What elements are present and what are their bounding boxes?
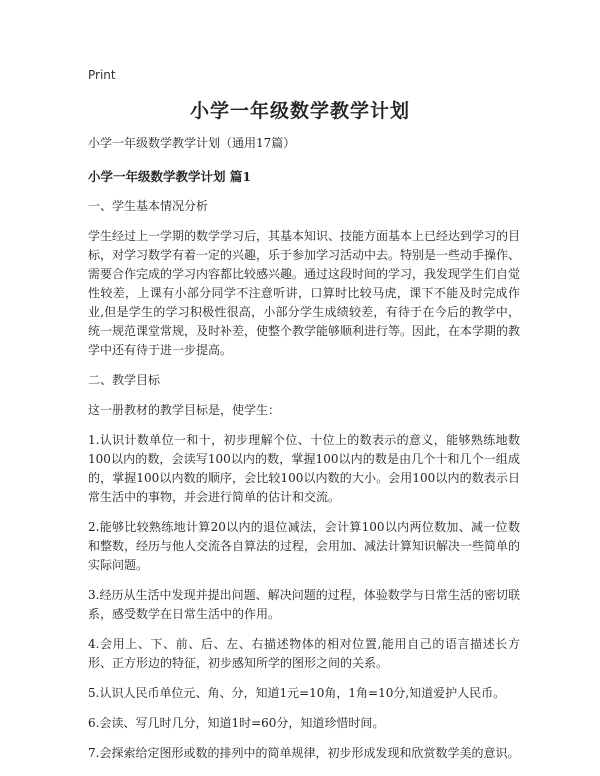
goal-item: 3.经历从生活中发现并提出问题、解决问题的过程，体验数学与日常生活的密切联系，感受数学在日常生活中的作用。 bbox=[88, 588, 520, 621]
document-subtitle: 小学一年级数学教学计划（通用17篇） bbox=[88, 136, 296, 150]
goal-item: 2.能够比较熟练地计算20以内的退位减法，会计算100以内两位数加、减一位数和整数，经历与他人交流各自算法的过程，会用加、减法计算知识解决一些简单的实际问题。 bbox=[88, 520, 521, 572]
section-heading-student-analysis: 一、学生基本情况分析 bbox=[88, 199, 209, 213]
goal-item: 1.认识计数单位一和十，初步理解个位、十位上的数表示的意义，能够熟练地数100以内的数，会读写100以内的数，掌握100以内的数是由几个十和几个一组成的，掌握100以内数的顺序，会比较100以内数的大小。会用100以内的数表示日常生活中的事物，并会进行简单的估计和交流。 bbox=[88, 433, 520, 504]
student-analysis-paragraph: 学生经过上一学期的数学学习后，其基本知识、技能方面基本上已经达到学习的目标，对学习数学有着一定的兴趣，乐于参加学习活动中去。特别是一些动手操作、需要合作完成的学习内容都比较感兴趣。通过这段时间的学习，我发现学生们自觉性较差，上课有小部分同学不注意听讲，口算时比较马虎，课下不能及时完成作业,但是学生的学习积极性很高，小部分学生成绩较差，有待于在今后的教学中，统一规范课堂常规，及时补差，使整个教学能够顺利进行等。因此，在本学期的教学中还有待于进一步提高。 bbox=[88, 229, 521, 357]
goal-item: 7.会探索给定图形或数的排列中的简单规律，初步形成发现和欣赏数学美的意识。 bbox=[88, 746, 520, 760]
goal-item: 4.会用上、下、前、后、左、右描述物体的相对位置,能用自己的语言描述长方形、正方形边的特征，初步感知所学的图形之间的关系。 bbox=[88, 637, 520, 670]
print-link[interactable]: Print bbox=[88, 68, 116, 82]
page-title: 小学一年级数学教学计划 bbox=[189, 100, 410, 122]
chapter-title: 小学一年级数学教学计划 篇1 bbox=[88, 169, 252, 184]
document-body bbox=[88, 134, 520, 774]
goal-item: 6.会读、写几时几分，知道1时=60分，知道珍惜时间。 bbox=[88, 716, 385, 730]
section-heading-teaching-goals: 二、教学目标 bbox=[88, 373, 161, 387]
teaching-goals-intro: 这一册教材的教学目标是，使学生： bbox=[88, 403, 281, 417]
goal-item: 5.认识人民币单位元、角、分，知道1元=10角，1角=10分,知道爱护人民币。 bbox=[88, 686, 506, 700]
